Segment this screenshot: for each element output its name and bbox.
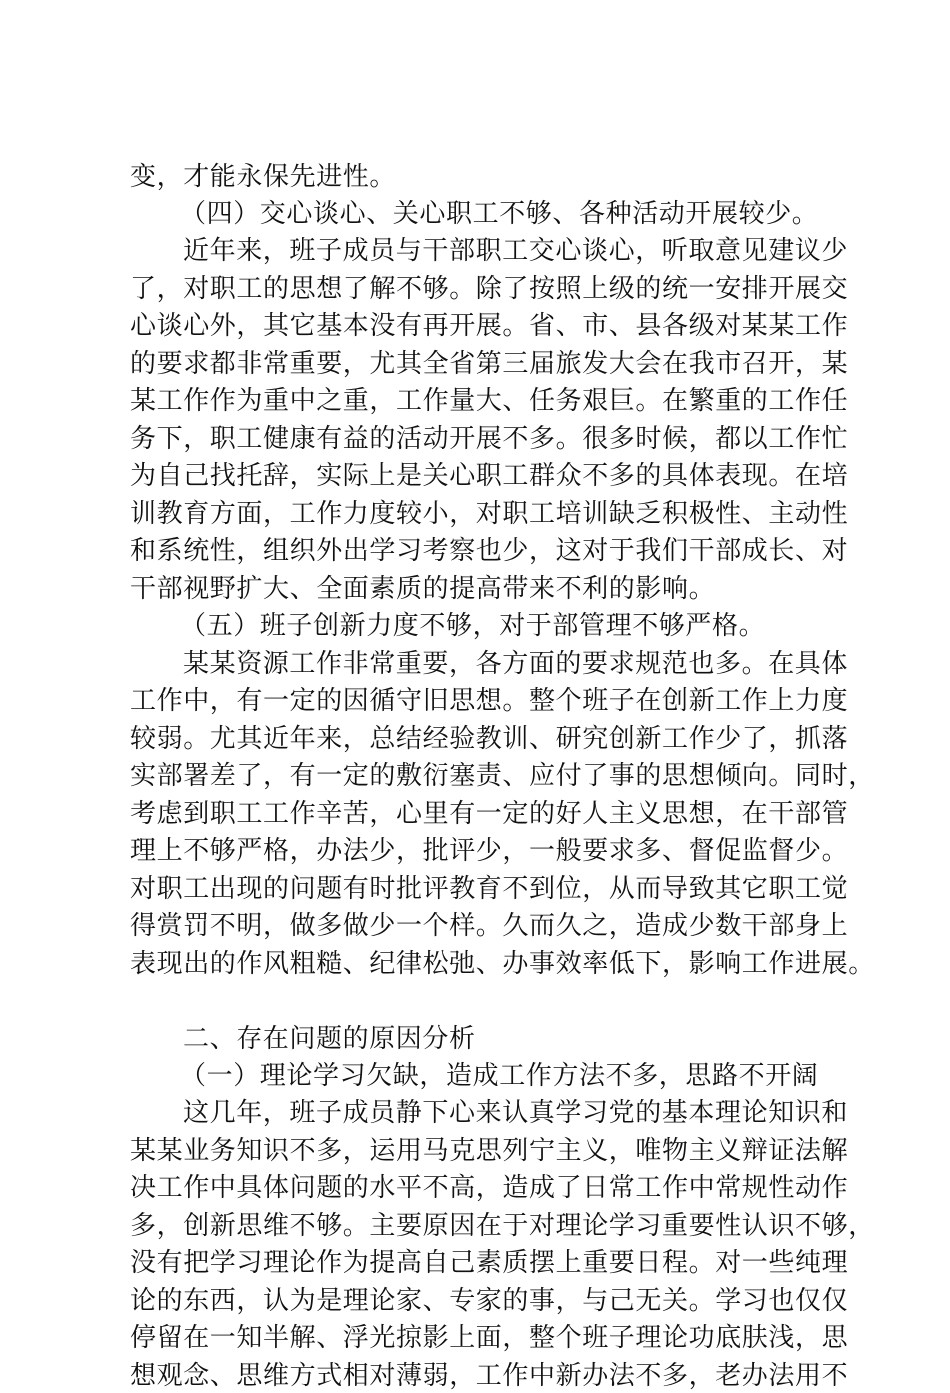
text-line: 变，才能永保先进性。 — [130, 162, 397, 192]
text-line: 为自己找托辞，实际上是关心职工群众不多的具体表现。在培 — [130, 461, 849, 491]
text-line: 表现出的作风粗糙、纪律松弛、办事效率低下，影响工作进展。 — [130, 949, 875, 979]
text-line: 决工作中具体问题的水平不高，造成了日常工作中常规性动作 — [130, 1173, 849, 1203]
text-line: 实部署差了，有一定的敷衍塞责、应付了事的思想倾向。同时， — [130, 761, 875, 791]
text-line: 某工作作为重中之重，工作量大、任务艰巨。在繁重的工作任 — [130, 386, 849, 416]
text-line: 心谈心外，其它基本没有再开展。省、市、县各级对某某工作 — [130, 311, 849, 341]
text-line: 的要求都非常重要，尤其全省第三届旅发大会在我市召开，某 — [130, 349, 849, 379]
text-line: 多，创新思维不够。主要原因在于对理论学习重要性认识不够， — [130, 1211, 875, 1241]
text-line: 较弱。尤其近年来，总结经验教训、研究创新工作少了，抓落 — [130, 724, 849, 754]
text-line: 某某资源工作非常重要，各方面的要求规范也多。在具体 — [183, 649, 849, 679]
text-line: 没有把学习理论作为提高自己素质摆上重要日程。对一些纯理 — [130, 1248, 849, 1278]
text-line: 务下，职工健康有益的活动开展不多。很多时候，都以工作忙 — [130, 424, 849, 454]
text-line: 考虑到职工工作辛苦，心里有一定的好人主义思想，在干部管 — [130, 799, 849, 829]
text-line: 干部视野扩大、全面素质的提高带来不利的影响。 — [130, 574, 716, 604]
text-line: 想观念、思维方式相对薄弱，工作中新办法不多，老办法用不 — [130, 1361, 849, 1391]
subheading: （四）交心谈心、关心职工不够、各种活动开展较少。 — [180, 199, 819, 229]
section-heading: 二、存在问题的原因分析 — [183, 1024, 476, 1054]
text-line: 得赏罚不明，做多做少一个样。久而久之，造成少数干部身上 — [130, 911, 849, 941]
text-line: 论的东西，认为是理论家、专家的事，与己无关。学习也仅仅 — [130, 1286, 849, 1316]
text-line: 了，对职工的思想了解不够。除了按照上级的统一安排开展交 — [130, 274, 849, 304]
text-line: 理上不够严格，办法少，批评少，一般要求多、督促监督少。 — [130, 836, 849, 866]
text-line: 近年来，班子成员与干部职工交心谈心，听取意见建议少 — [183, 236, 849, 266]
subheading: （五）班子创新力度不够，对于部管理不够严格。 — [180, 611, 766, 641]
text-line: 对职工出现的问题有时批评教育不到位，从而导致其它职工觉 — [130, 874, 849, 904]
text-line: 训教育方面，工作力度较小，对职工培训缺乏积极性、主动性 — [130, 499, 849, 529]
text-line: 某某业务知识不多，运用马克思列宁主义，唯物主义辩证法解 — [130, 1136, 849, 1166]
text-line: 停留在一知半解、浮光掠影上面，整个班子理论功底肤浅，思 — [130, 1323, 849, 1353]
text-line: 和系统性，组织外出学习考察也少，这对于我们干部成长、对 — [130, 536, 849, 566]
subheading: （一）理论学习欠缺，造成工作方法不多，思路不开阔 — [180, 1061, 819, 1091]
text-line: 这几年，班子成员静下心来认真学习党的基本理论知识和 — [183, 1098, 849, 1128]
text-line: 工作中，有一定的因循守旧思想。整个班子在创新工作上力度 — [130, 686, 849, 716]
